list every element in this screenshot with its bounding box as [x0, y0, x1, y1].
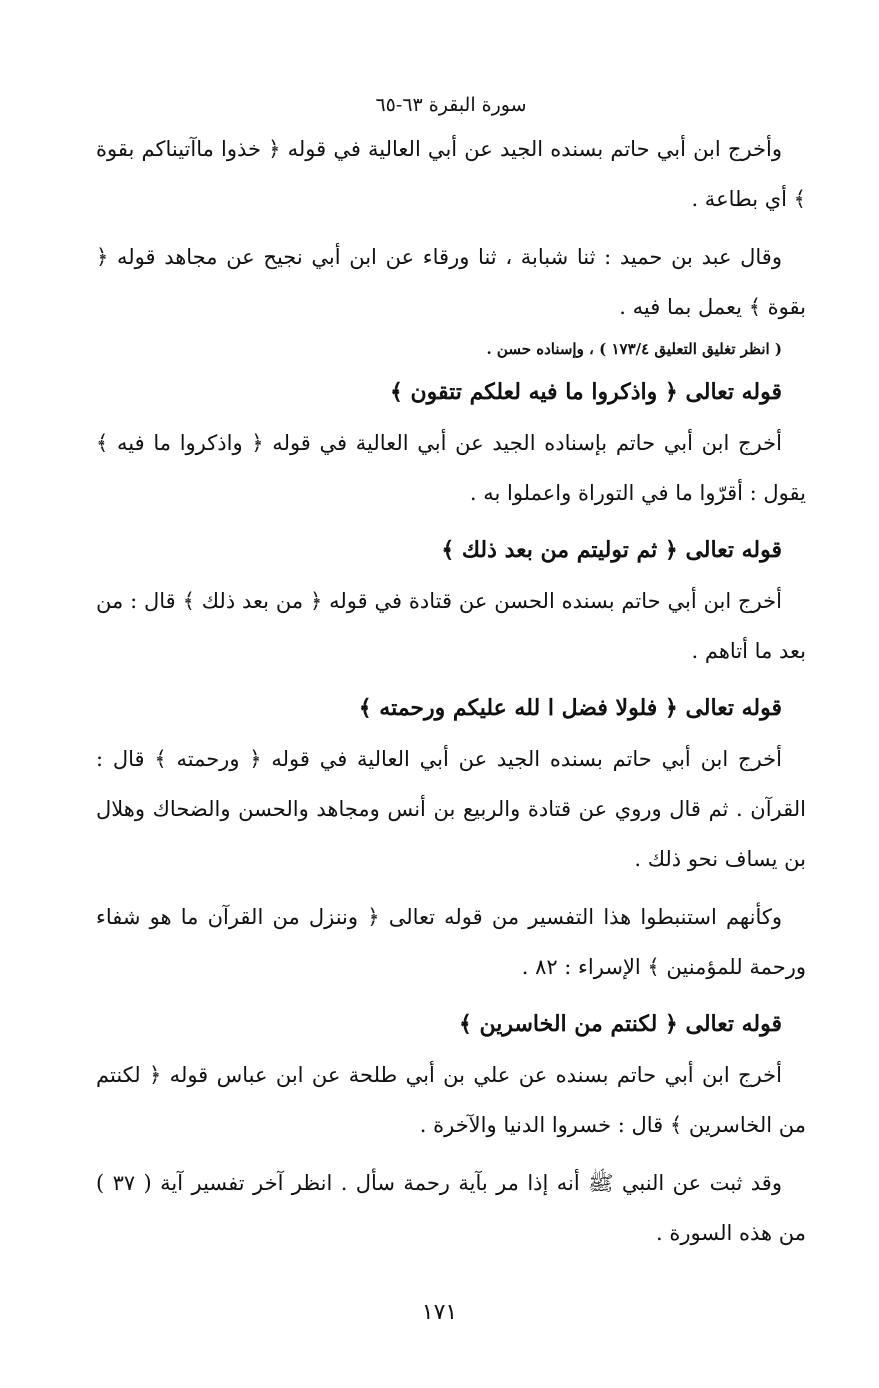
citation-note: ( انظر تغليق التعليق ١٧٣/٤ ) ، وإسناده حسن . [486, 340, 782, 358]
section-heading-4: قوله تعالى ﴿ لكنتم من الخاسرين ﴾ [458, 1011, 782, 1037]
paragraph-7: أخرج ابن أبي حاتم بسنده عن علي بن أبي طلحة عن ابن عباس قوله ﴿ لكنتم من الخاسرين ﴾ قال : خسروا الدنيا والآخرة . [96, 1063, 806, 1137]
section-heading-3: قوله تعالى ﴿ فلولا فضل ا لله عليكم ورحمته ﴾ [358, 695, 782, 721]
section-heading-1: قوله تعالى ﴿ واذكروا ما فيه لعلكم تتقون ﴾ [389, 379, 782, 405]
paragraph-1: وأخرج ابن أبي حاتم بسنده الجيد عن أبي العالية في قوله ﴿ خذوا ماآتيناكم بقوة ﴾ أي بطاعة . [96, 137, 806, 211]
paragraph-2: وقال عبد بن حميد : ثنا شبابة ، ثنا ورقاء عن ابن أبي نجيح عن مجاهد قوله ﴿ بقوة ﴾ يعمل بما فيه . [96, 245, 806, 319]
section-heading-2: قوله تعالى ﴿ ثم توليتم من بعد ذلك ﴾ [441, 537, 782, 563]
paragraph-8: وقد ثبت عن النبي ﷺ أنه إذا مر بآية رحمة سأل . انظر آخر تفسير آية ( ٣٧ ) من هذه السورة . [96, 1171, 806, 1245]
paragraph-6: وكأنهم استنبطوا هذا التفسير من قوله تعالى ﴿ وننزل من القرآن ما هو شفاء ورحمة للمؤمنين ﴾ الإسراء : ٨٢ . [96, 905, 806, 979]
paragraph-4: أخرج ابن أبي حاتم بسنده الحسن عن قتادة في قوله ﴿ من بعد ذلك ﴾ قال : من بعد ما أتاهم . [96, 589, 806, 663]
paragraph-3: أخرج ابن أبي حاتم بإسناده الجيد عن أبي العالية في قوله ﴿ واذكروا ما فيه ﴾ يقول : أقرّوا ما في التوراة واعملوا به . [96, 431, 806, 505]
page-body [96, 92, 806, 1266]
paragraph-5: أخرج ابن أبي حاتم بسنده الجيد عن أبي العالية في قوله ﴿ ورحمته ﴾ قال : القرآن . ثم قال وروي عن قتادة والربيع بن أنس ومجاهد والحسن والضحاك وهلال بن يساف نحو ذلك . [96, 747, 806, 871]
page-number: ١٧١ [421, 1300, 458, 1325]
running-head: سورة البقرة ٦٣-٦٥ [375, 94, 527, 116]
